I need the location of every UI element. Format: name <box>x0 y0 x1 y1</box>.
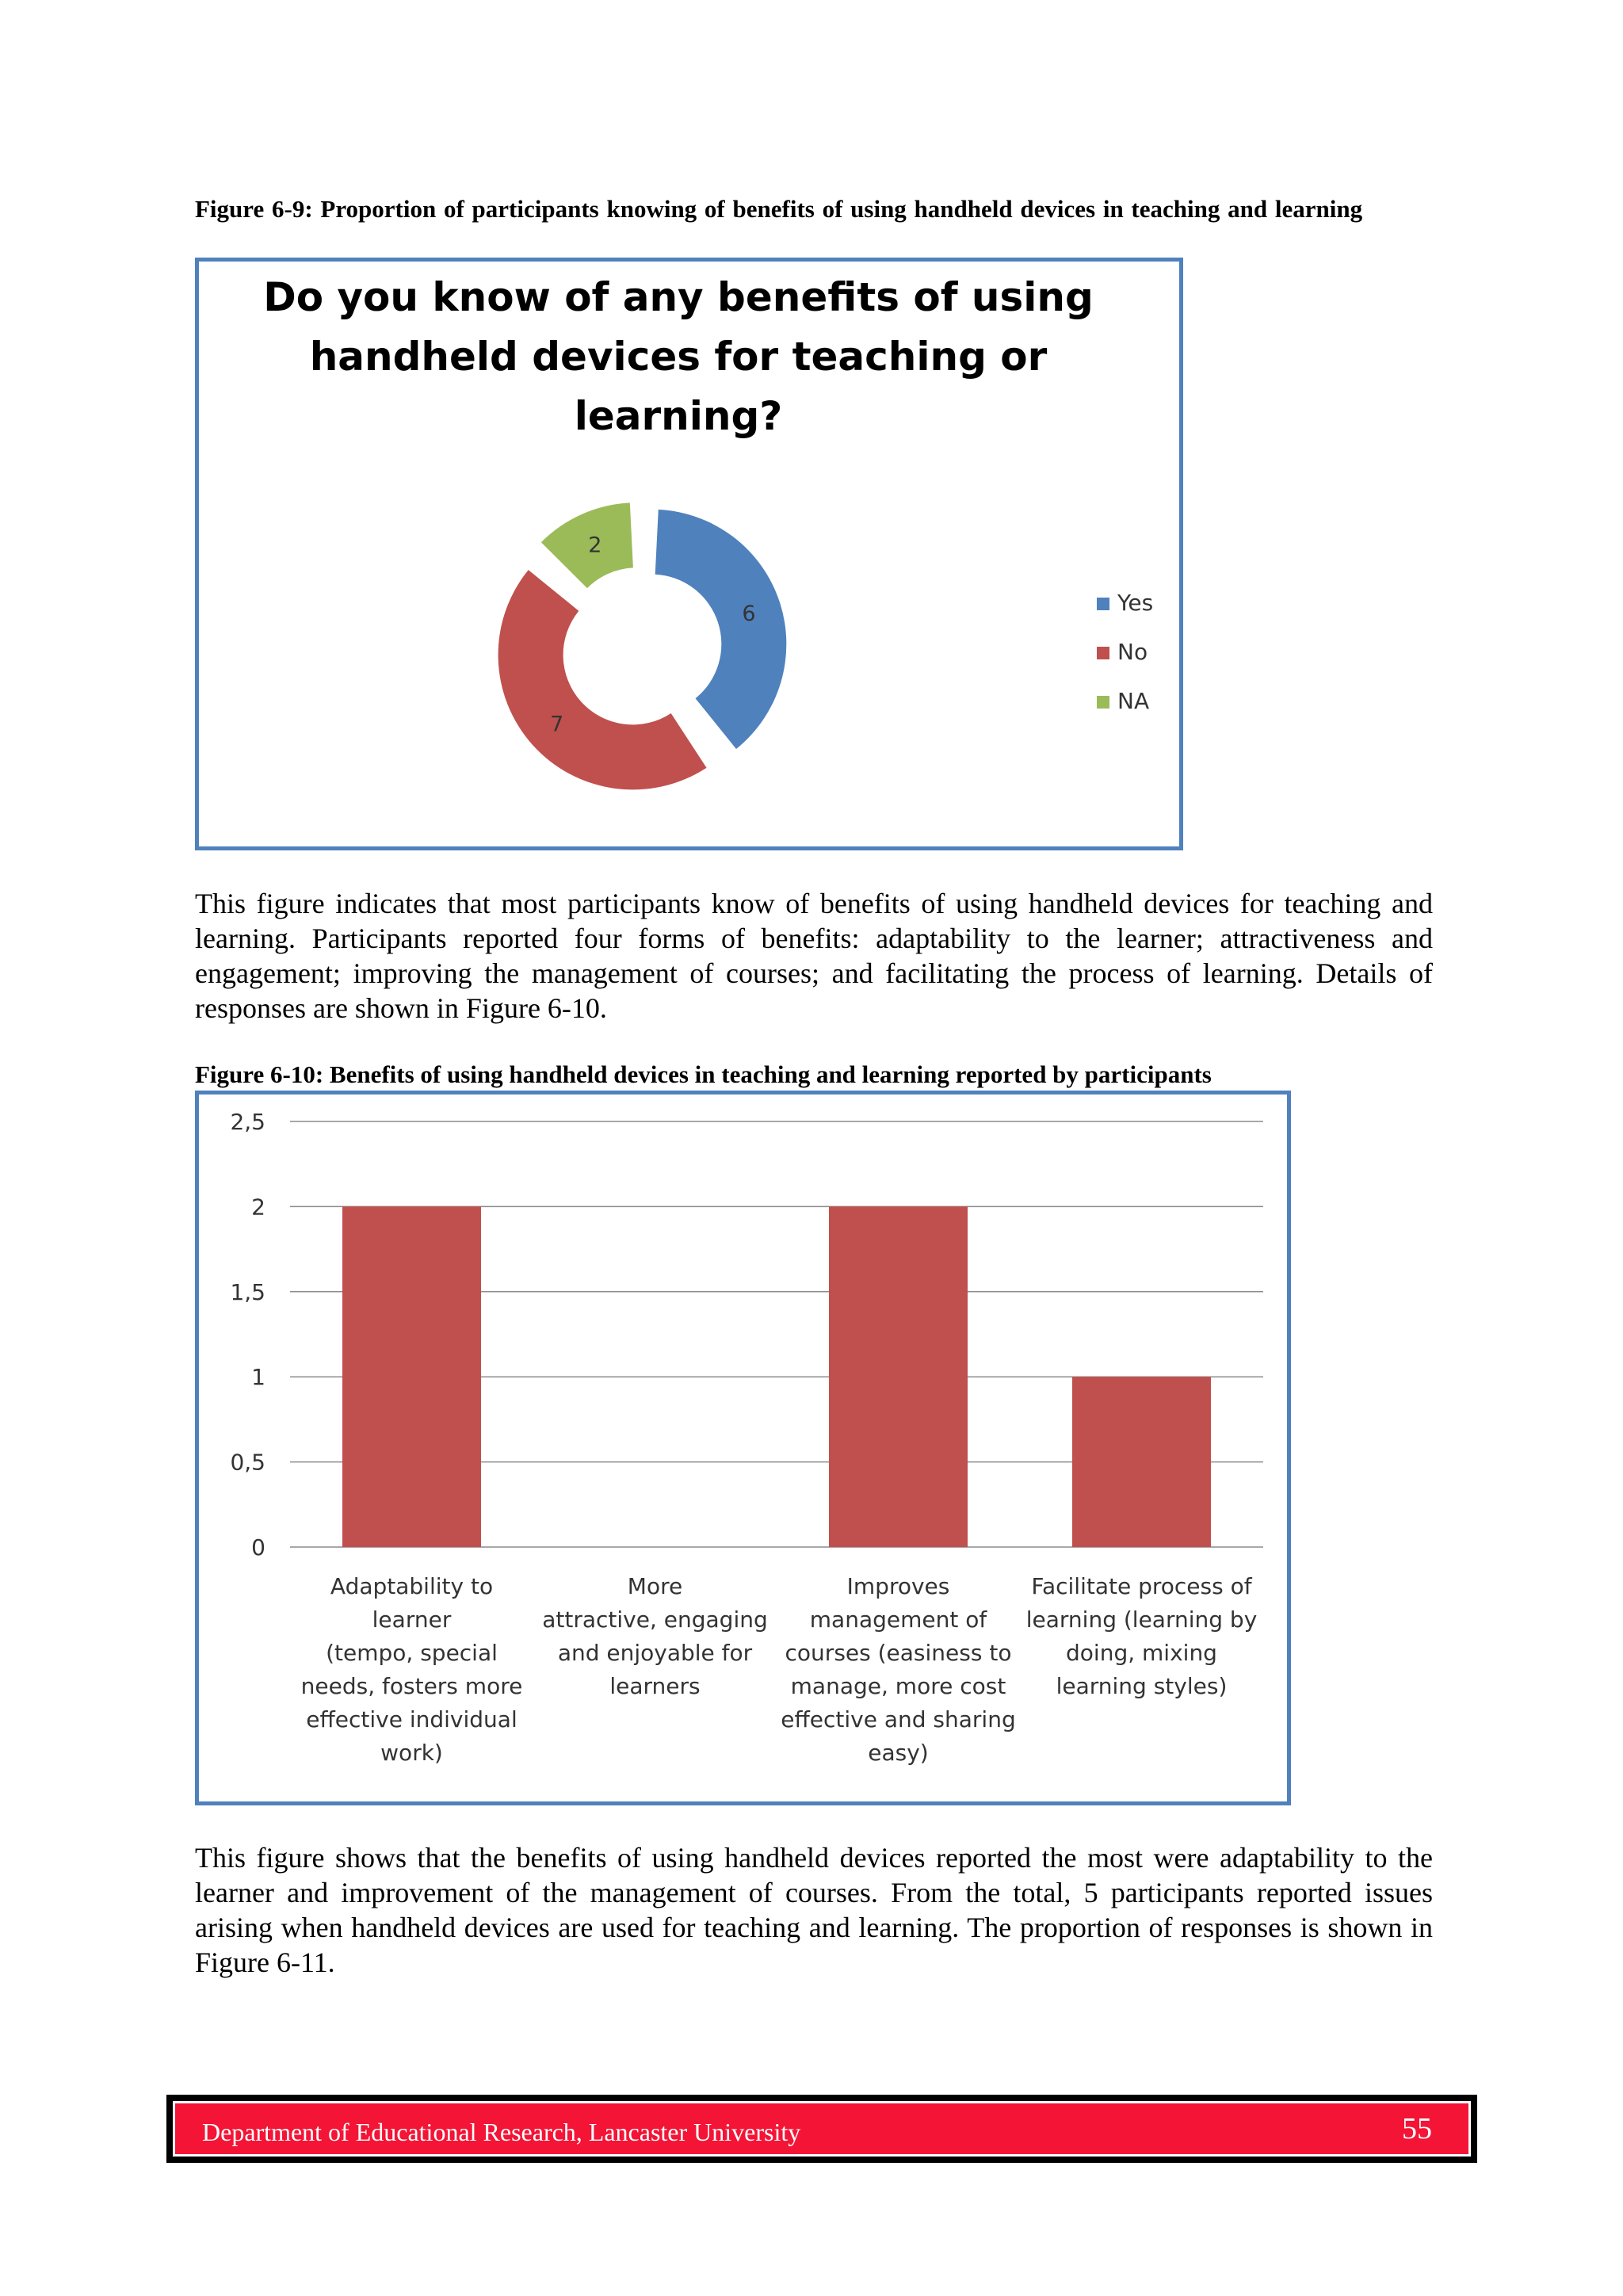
y-tick-label: 2,5 <box>230 1109 265 1135</box>
donut-chart-frame <box>195 258 1183 850</box>
legend-swatch-na <box>1097 696 1109 709</box>
x-category-label <box>301 1573 523 1766</box>
figure-6-10-caption: Figure 6-10: Benefits of using handheld devices in teaching and learning reported by participants <box>195 1060 1212 1088</box>
footer-banner <box>173 2101 1471 2157</box>
x-category-label-line: needs, fosters more <box>300 1673 523 1699</box>
donut-slice-yes <box>655 510 787 749</box>
footer-institution-text: Department of Educational Research, Lancaster University <box>202 2118 801 2146</box>
x-category-label-line: effective individual <box>306 1706 517 1733</box>
x-category-label-line: courses (easiness to <box>785 1640 1012 1666</box>
donut-slice-na <box>541 502 633 588</box>
x-category-label-line: doing, mixing <box>1066 1640 1217 1666</box>
x-category-label-line: attractive, engaging <box>542 1606 768 1633</box>
x-category-label-line: management of <box>809 1606 987 1633</box>
chart-title-line: Do you know of any benefits of using <box>263 274 1094 320</box>
x-category-label-line: manage, more cost <box>790 1673 1006 1699</box>
x-category-label <box>1026 1573 1258 1699</box>
x-category-label-line: More <box>627 1573 683 1599</box>
y-tick-label: 0,5 <box>230 1449 265 1476</box>
page-footer <box>166 2095 1477 2163</box>
legend-label-yes: Yes <box>1117 590 1154 616</box>
x-category-label-line: effective and sharing <box>781 1706 1016 1733</box>
donut-data-label: 7 <box>550 712 564 737</box>
bar-chart <box>199 1095 1287 1801</box>
x-category-label-line: learning styles) <box>1056 1673 1228 1699</box>
figure-6-9-caption: Figure 6-9: Proportion of participants knowing of benefits of using handheld devices in teaching and learning <box>195 195 1363 223</box>
donut-data-label: 2 <box>588 533 602 558</box>
legend-swatch-no <box>1097 647 1109 659</box>
bar <box>829 1206 968 1547</box>
donut-slice-no <box>498 570 707 789</box>
paragraph-figure-6-9-description: This figure indicates that most participants know of benefits of using handheld devices for teaching and learning. Participants reported four forms of benefits: adaptability to the learner; attractiveness and engagement; improving the management of courses; and facilitating the process of learning. Details of responses are shown in Figure 6-10. <box>195 888 1433 1024</box>
y-tick-label: 0 <box>251 1534 265 1561</box>
x-category-label <box>781 1573 1015 1766</box>
x-category-label-line: and enjoyable for <box>557 1640 753 1666</box>
x-category-label-line: work) <box>380 1740 443 1766</box>
page-number: 55 <box>1402 2112 1432 2145</box>
bar <box>1072 1377 1211 1547</box>
y-tick-label: 1 <box>251 1364 265 1391</box>
y-tick-label: 2 <box>251 1194 265 1221</box>
paragraph-figure-6-10-description: This figure shows that the benefits of using handheld devices reported the most were adaptability to the learner and improvement of the management of courses. From the total, 5 participants reported issues arising when handheld devices are used for teaching and learning. The proportion of responses is shown in Figure 6-11. <box>195 1842 1433 1978</box>
chart-title-line: learning? <box>574 393 783 439</box>
legend-swatch-yes <box>1097 598 1109 610</box>
donut-chart <box>199 262 1179 846</box>
donut-data-label: 6 <box>742 601 756 626</box>
bar <box>342 1206 481 1547</box>
x-category-label-line: (tempo, special <box>326 1640 498 1666</box>
x-category-label-line: Improves <box>846 1573 950 1599</box>
bar-chart-frame <box>195 1091 1291 1805</box>
legend-label-no: No <box>1117 639 1148 665</box>
x-category-label-line: learner <box>372 1606 452 1633</box>
x-category-label <box>542 1573 768 1699</box>
y-tick-label: 1,5 <box>230 1278 265 1305</box>
x-category-label-line: learners <box>609 1673 701 1699</box>
chart-title-line: handheld devices for teaching or <box>309 334 1048 380</box>
x-category-label-line: Facilitate process of <box>1031 1573 1252 1599</box>
x-category-label-line: easy) <box>868 1740 929 1766</box>
x-category-label-line: learning (learning by <box>1025 1606 1258 1633</box>
x-category-label-line: Adaptability to <box>330 1573 494 1599</box>
legend-label-na: NA <box>1117 688 1150 714</box>
